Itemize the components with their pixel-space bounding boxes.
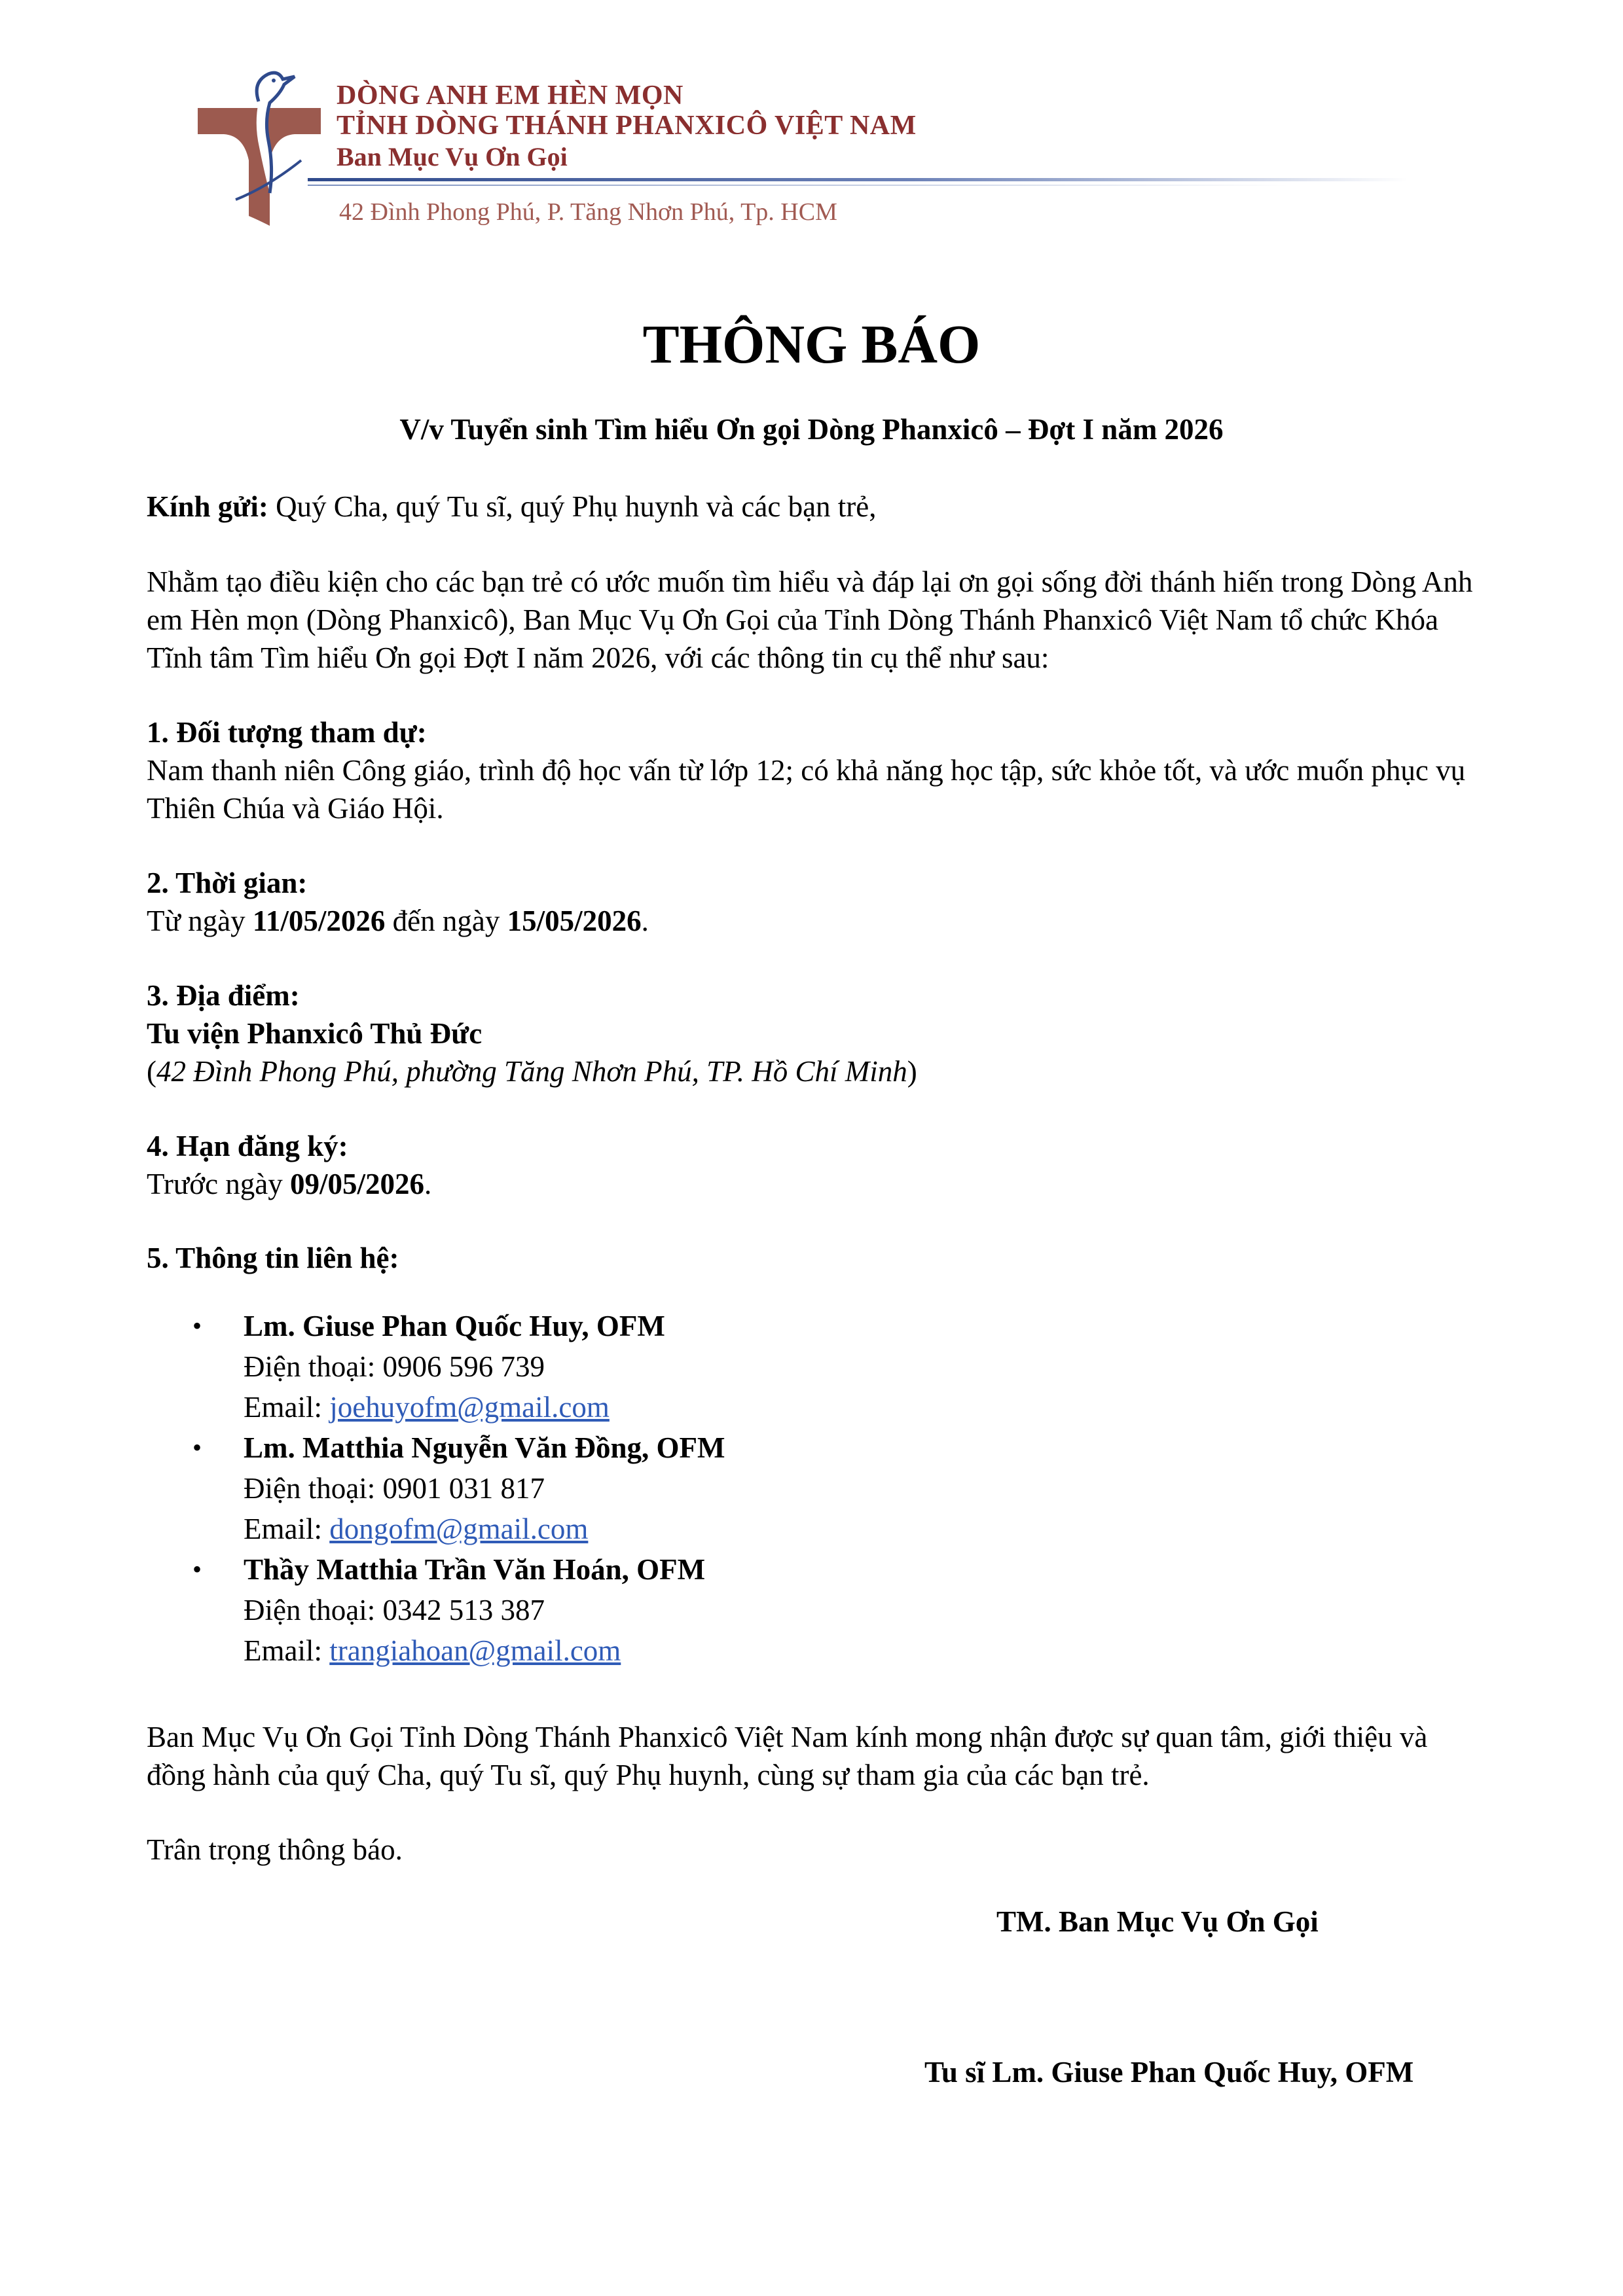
phone-label: Điện thoại: (244, 1594, 383, 1626)
phone-number: 0906 596 739 (382, 1350, 545, 1383)
email-link[interactable]: trangiahoan@gmail.com (329, 1634, 621, 1667)
list-item (147, 1549, 1391, 1671)
paren-open: ( (147, 1055, 156, 1088)
intro-paragraph: Nhằm tạo điều kiện cho các bạn trẻ có ước muốn tìm hiểu và đáp lại ơn gọi sống đời thánh hiến trong Dòng Anh em Hèn mọn (Dòng Phanxicô), Ban Mục Vụ Ơn Gọi của Tỉnh Dòng Thánh Phanxicô Việt Nam tổ chức Khóa Tĩnh tâm Tìm hiểu Ơn gọi Đợt I năm 2026, với các thông tin cụ thể như sau: (147, 565, 1473, 674)
section-deadline (147, 1127, 1489, 1203)
contact-phone (244, 1346, 1391, 1387)
section-text: Nam thanh niên Công giáo, trình độ học vấn từ lớp 12; có khả năng học tập, sức khỏe tốt, và ước muốn phục vụ Thiên Chúa và Giáo Hội. (147, 754, 1466, 825)
section-contacts-heading (147, 1239, 1489, 1277)
time-middle: đến ngày (385, 905, 507, 937)
signature-on-behalf: TM. Ban Mục Vụ Ơn Gọi (996, 1905, 1319, 1938)
contact-email (244, 1387, 1391, 1427)
contact-phone (244, 1590, 1391, 1630)
contact-email (244, 1509, 1391, 1549)
section-heading: 4. Hạn đăng ký: (147, 1130, 348, 1162)
bullet-icon: • (192, 1554, 202, 1584)
phone-number: 0342 513 387 (382, 1594, 545, 1626)
email-link[interactable]: joehuyofm@gmail.com (329, 1391, 610, 1424)
letterhead-address: 42 Đình Phong Phú, P. Tăng Nhơn Phú, Tp. HCM (339, 198, 837, 226)
greeting-text: Quý Cha, quý Tu sĩ, quý Phụ huynh và các bạn trẻ, (268, 490, 877, 523)
list-item (147, 1427, 1391, 1549)
contact-phone (244, 1468, 1391, 1509)
contact-name: Lm. Giuse Phan Quốc Huy, OFM (244, 1310, 665, 1342)
time-line (147, 902, 1489, 940)
deadline-prefix: Trước ngày (147, 1168, 291, 1200)
signature-signer: Tu sĩ Lm. Giuse Phan Quốc Huy, OFM (924, 2056, 1414, 2089)
contact-name: Thầy Matthia Trần Văn Hoán, OFM (244, 1553, 706, 1586)
bullet-icon: • (192, 1311, 202, 1340)
start-date: 11/05/2026 (252, 905, 386, 937)
email-label: Email: (244, 1634, 330, 1667)
email-label: Email: (244, 1391, 330, 1424)
deadline-suffix: . (424, 1168, 432, 1200)
greeting-label: Kính gửi: (147, 490, 268, 523)
letterhead-rule-thin (308, 185, 1290, 186)
phone-number: 0901 031 817 (382, 1472, 545, 1505)
section-participants (147, 713, 1489, 827)
org-name-line1: DÒNG ANH EM HÈN MỌN (337, 81, 684, 111)
section-location (147, 977, 1489, 1090)
email-label: Email: (244, 1513, 330, 1545)
document-title: THÔNG BÁO (642, 314, 981, 375)
time-suffix: . (641, 905, 649, 937)
deadline-date: 09/05/2026 (290, 1168, 425, 1200)
section-heading: 2. Thời gian: (147, 867, 308, 899)
letterhead-rule (308, 178, 1408, 181)
contact-list (147, 1306, 1391, 1671)
email-link[interactable]: dongofm@gmail.com (329, 1513, 589, 1545)
section-heading: 3. Địa điểm: (147, 979, 300, 1012)
phone-label: Điện thoại: (244, 1350, 383, 1383)
contact-name: Lm. Matthia Nguyễn Văn Đồng, OFM (244, 1431, 725, 1464)
franciscan-tau-dove-logo-icon (196, 62, 327, 226)
location-address-line (147, 1052, 1489, 1090)
paren-close: ) (907, 1055, 917, 1088)
deadline-line (147, 1165, 1489, 1203)
bullet-icon: • (192, 1433, 202, 1462)
list-item (147, 1306, 1391, 1427)
document-subtitle: V/v Tuyển sinh Tìm hiểu Ơn gọi Dòng Phanxicô – Đợt I năm 2026 (399, 413, 1224, 446)
location-name: Tu viện Phanxicô Thủ Đức (147, 1017, 483, 1050)
org-name-line2: TỈNH DÒNG THÁNH PHANXICÔ VIỆT NAM (337, 111, 917, 141)
section-heading: 5. Thông tin liên hệ: (147, 1242, 399, 1274)
contact-email (244, 1630, 1391, 1671)
location-address: 42 Đình Phong Phú, phường Tăng Nhơn Phú, TP. Hồ Chí Minh (156, 1055, 907, 1088)
section-heading: 1. Đối tượng tham dự: (147, 716, 427, 749)
time-prefix: Từ ngày (147, 905, 253, 937)
closing-paragraph: Ban Mục Vụ Ơn Gọi Tỉnh Dòng Thánh Phanxicô Việt Nam kính mong nhận được sự quan tâm, giới thiệu và đồng hành của quý Cha, quý Tu sĩ, quý Phụ huynh, cùng sự tham gia của các bạn trẻ. (147, 1721, 1428, 1791)
org-name-line3: Ban Mục Vụ Ơn Gọi (337, 142, 568, 171)
phone-label: Điện thoại: (244, 1472, 383, 1505)
greeting (147, 488, 1489, 526)
regards-line: Trân trọng thông báo. (147, 1833, 403, 1866)
end-date: 15/05/2026 (507, 905, 642, 937)
section-time (147, 864, 1489, 940)
